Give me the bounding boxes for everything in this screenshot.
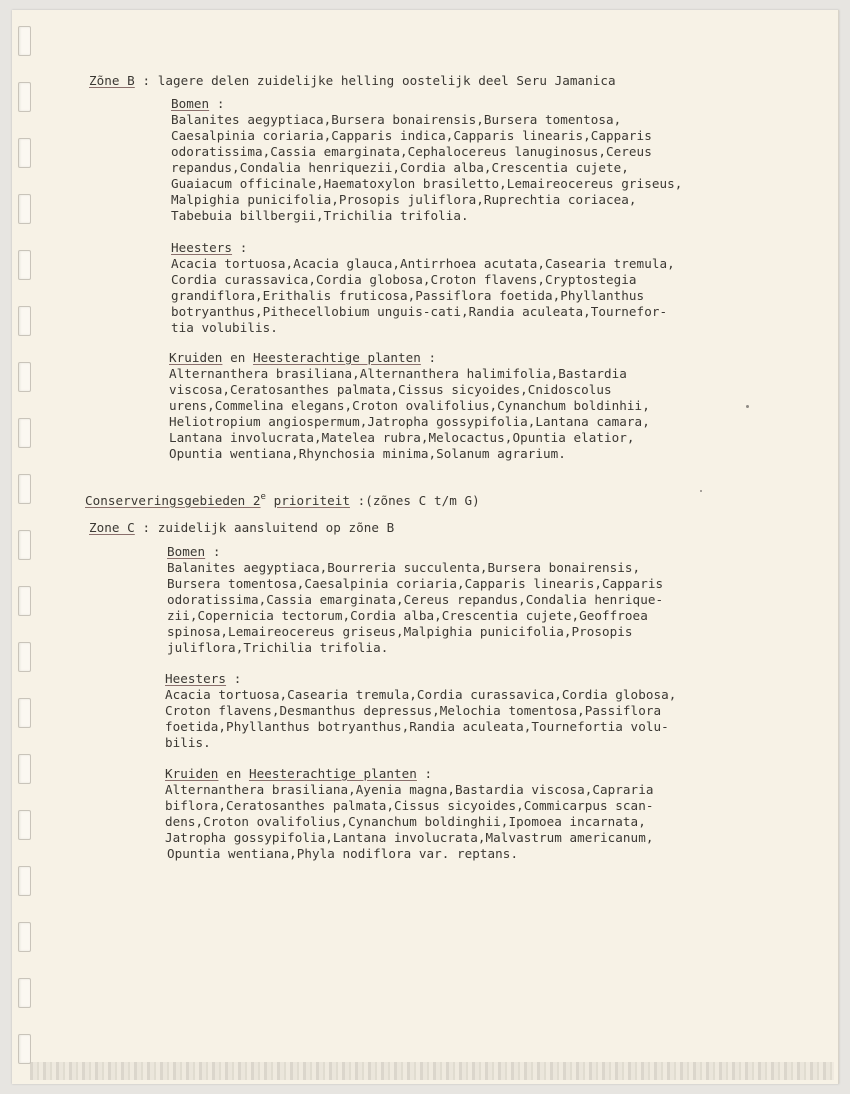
kruiden-colon: : [428, 350, 437, 365]
kruiden-label: Kruiden [165, 766, 219, 781]
zone-b-bomen-line: Guaiacum officinale,Haematoxylon brasiletto,Lemaireocereus griseus, [171, 176, 683, 191]
zone-c-kruiden-line: dens,Croton ovalifolius,Cynanchum boldinghii,Ipomoea incarnata, [165, 814, 646, 829]
zone-c-label: Zone C [89, 520, 135, 535]
zone-c-description: zuidelijk aansluitend op zõne B [157, 520, 395, 535]
zone-c-heading [89, 520, 394, 536]
zone-c-kruiden-line: biflora,Ceratosanthes palmata,Cissus sicyoides,Commicarpus scan- [165, 798, 654, 813]
zone-b-description: lagere delen zuidelijke helling oostelijk deel Seru Jamanica [157, 73, 616, 88]
zone-b-bomen-heading [171, 96, 224, 112]
zone-c-heesters-heading [165, 671, 241, 687]
zone-c-bomen-line: spinosa,Lemaireocereus griseus,Malpighia punicifolia,Prosopis [167, 624, 633, 639]
zone-b-kruiden-line: viscosa,Ceratosanthes palmata,Cissus sicyoides,Cnidoscolus [169, 382, 612, 397]
zone-c-heesters-line: Acacia tortuosa,Casearia tremula,Cordia curassavica,Cordia globosa, [165, 687, 677, 702]
conservation-heading-text: Conserveringsgebieden 2 [85, 493, 261, 508]
conservation-zones: :(zõnes C t/m G) [357, 493, 480, 508]
zone-c-bomen-line: zii,Copernicia tectorum,Cordia alba,Crescentia cujete,Geoffroea [167, 608, 648, 623]
zone-c-bomen-line: Balanites aegyptiaca,Bourreria succulenta,Bursera bonairensis, [167, 560, 641, 575]
heesterachtige-label: Heesterachtige planten [248, 766, 417, 781]
zone-c-kruiden-heading [165, 766, 432, 782]
conservation-prioriteit: prioriteit [273, 493, 350, 508]
bomen-colon: : [216, 96, 225, 111]
zone-b-kruiden-heading [169, 350, 436, 366]
zone-b-bomen-line: repandus,Condalia henriquezii,Cordia alba,Crescentia cujete, [171, 160, 629, 175]
zone-b-label: Zõne B [89, 73, 135, 88]
zone-c-colon: : [142, 520, 151, 535]
conservation-heading [85, 493, 480, 512]
zone-b-kruiden-line: Heliotropium angiospermum,Jatropha gossypifolia,Lantana camara, [169, 414, 650, 429]
zone-b-heesters-line: tia volubilis. [171, 320, 278, 335]
zone-b-kruiden-line: Alternanthera brasiliana,Alternanthera halimifolia,Bastardia [169, 366, 627, 381]
zone-b-kruiden-line: Opuntia wentiana,Rhynchosia minima,Solanum agrarium. [169, 446, 566, 461]
zone-c-heesters-line: Croton flavens,Desmanthus depressus,Melochia tomentosa,Passiflora [165, 703, 662, 718]
zone-b-kruiden-line: Lantana involucrata,Matelea rubra,Melocactus,Opuntia elatior, [169, 430, 635, 445]
zone-c-bomen-heading [167, 544, 220, 560]
kruiden-colon: : [424, 766, 433, 781]
heesterachtige-label: Heesterachtige planten [252, 350, 421, 365]
zone-b-heesters-line: Acacia tortuosa,Acacia glauca,Antirrhoea acutata,Casearia tremula, [171, 256, 675, 271]
zone-b-colon: : [142, 73, 151, 88]
zone-b-heesters-heading [171, 240, 247, 256]
zone-c-kruiden-line: Opuntia wentiana,Phyla nodiflora var. reptans. [167, 846, 519, 861]
zone-b-bomen-line: Tabebuia billbergii,Trichilia trifolia. [171, 208, 469, 223]
heesters-label: Heesters [171, 240, 233, 255]
zone-b-heesters-line: grandiflora,Erithalis fruticosa,Passiflora foetida,Phyllanthus [171, 288, 645, 303]
kruiden-en: en [230, 350, 246, 365]
zone-c-heesters-line: foetida,Phyllanthus botryanthus,Randia aculeata,Tournefortia volu- [165, 719, 669, 734]
zone-c-bomen-line: juliflora,Trichilia trifolia. [167, 640, 389, 655]
bomen-label: Bomen [171, 96, 210, 111]
bomen-colon: : [212, 544, 221, 559]
zone-b-heesters-line: botryanthus,Pithecellobium unguis-cati,Randia aculeata,Tournefor- [171, 304, 668, 319]
kruiden-label: Kruiden [169, 350, 223, 365]
kruiden-en: en [226, 766, 242, 781]
zone-b-heesters-line: Cordia curassavica,Cordia globosa,Croton flavens,Cryptostegia [171, 272, 637, 287]
zone-b-bomen-line: Caesalpinia coriaria,Capparis indica,Capparis linearis,Capparis [171, 128, 652, 143]
zone-b-bomen-line: Balanites aegyptiaca,Bursera bonairensis,Bursera tomentosa, [171, 112, 622, 127]
heesters-colon: : [239, 240, 248, 255]
zone-b-kruiden-line: urens,Commelina elegans,Croton ovalifolius,Cynanchum boldinhii, [169, 398, 650, 413]
zone-c-bomen-line: odoratissima,Cassia emarginata,Cereus repandus,Condalia henrique- [167, 592, 664, 607]
zone-c-heesters-line: bilis. [165, 735, 211, 750]
zone-c-kruiden-line: Alternanthera brasiliana,Ayenia magna,Bastardia viscosa,Capraria [165, 782, 654, 797]
heesters-label: Heesters [165, 671, 227, 686]
zone-b-heading [89, 73, 616, 89]
zone-b-bomen-line: odoratissima,Cassia emarginata,Cephalocereus lanuginosus,Cereus [171, 144, 652, 159]
zone-c-kruiden-line: Jatropha gossypifolia,Lantana involucrata,Malvastrum americanum, [165, 830, 654, 845]
conservation-superscript: e [260, 492, 267, 502]
zone-b-bomen-line: Malpighia punicifolia,Prosopis juliflora,Ruprechtia coriacea, [171, 192, 637, 207]
heesters-colon: : [233, 671, 242, 686]
zone-c-bomen-line: Bursera tomentosa,Caesalpinia coriaria,Capparis linearis,Capparis [167, 576, 664, 591]
bomen-label: Bomen [167, 544, 206, 559]
